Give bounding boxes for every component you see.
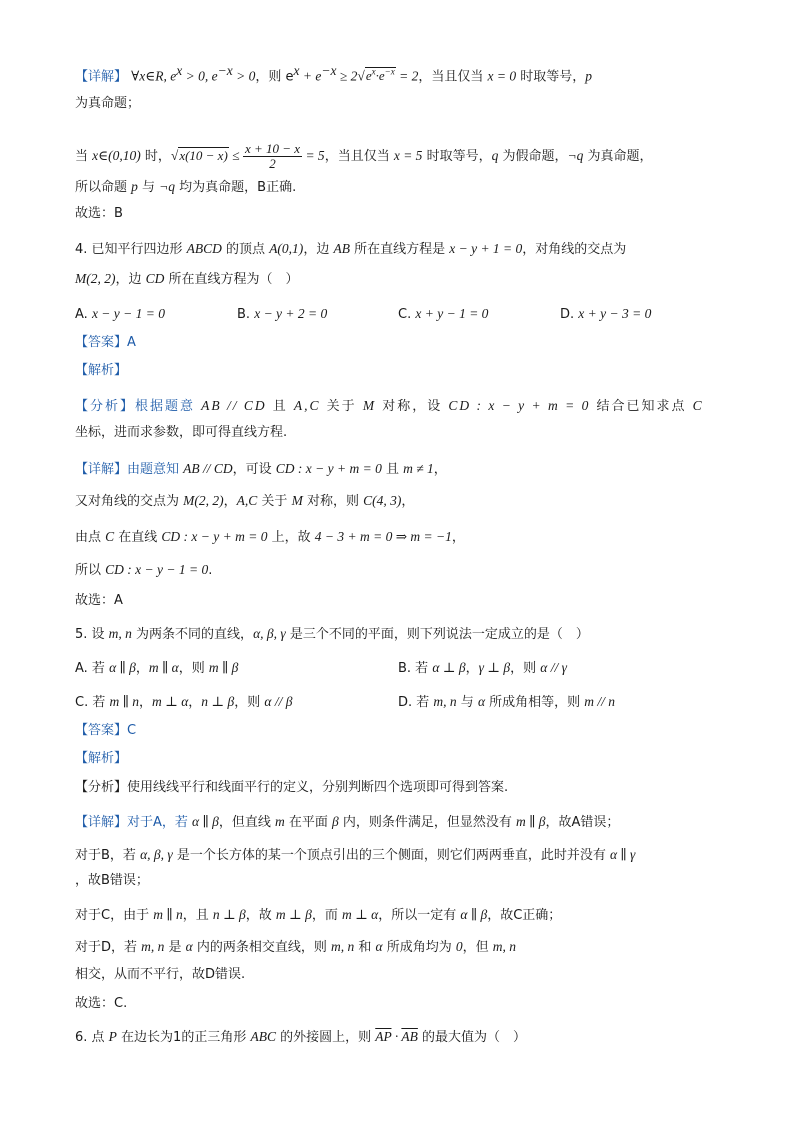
q3-final-answer: 故选：B	[75, 206, 123, 221]
q4-option-c: C. x + y − 1 = 0	[398, 306, 489, 322]
q5-analysis-tag: 【解析】	[75, 751, 128, 766]
q4-detail-line-4: 所以 CD : x − y − 1 = 0.	[75, 562, 213, 578]
q4-option-d: D. x + y − 3 = 0	[560, 306, 652, 322]
q4-detail-line-2: 又对角线的交点为 M(2, 2)，A,C 关于 M 对称，则 C(4, 3)，	[75, 493, 415, 509]
q5-detail-line-2: 对于B，若 α, β, γ 是一个长方体的某一个顶点引出的三个侧面，则它们两两垂直，此时并没有 α ∥ γ	[75, 847, 636, 863]
q5-option-a: A. 若 α ∥ β，m ∥ α，则 m ∥ β	[75, 660, 239, 676]
q4-stem-line-1: 4. 已知平行四边形 ABCD 的顶点 A(0,1)，边 AB 所在直线方程是 x − y + 1 = 0，对角线的交点为	[75, 241, 627, 257]
q4-final-answer: 故选：A	[75, 593, 123, 608]
q4-detail-line-3: 由点 C 在直线 CD : x − y + m = 0 上，故 4 − 3 + m = 0 ⇒ m = −1，	[75, 529, 465, 545]
q3-detail-line-4: 所以命题 p 与 ¬q 均为真命题，B正确.	[75, 179, 297, 195]
q5-analysis: 【分析】使用线线平行和线面平行的定义，分别判断四个选项即可得到答案.	[75, 780, 509, 795]
q4-analysis-line-1: 【分析】根据题意 AB // CD 且 A,C 关于 M 对称，设 CD : x − y + m = 0 结合已知求点 C	[75, 398, 704, 414]
fraction: $\frac{x + 10 - x}{2}$	[244, 141, 301, 171]
q3-detail-line-1: 【详解】 ∀x∈R, $e^x > 0$, $e^{-x} > 0$，则 $e^x + e^{-x} \ge 2√e^x\cdot e^{-x} = 2$，当且仅当 x = 0 时取等号，p	[75, 63, 592, 85]
q5-detail-line-4: 对于C，由于 m ∥ n，且 n ⊥ β，故 m ⊥ β，而 m ⊥ α，所以一定有 α ∥ β，故C正确；	[75, 907, 562, 923]
detail-tag: 【详解】	[75, 69, 128, 85]
q4-analysis-line-2: 坐标，进而求参数，即可得直线方程.	[75, 425, 288, 440]
q4-analysis-tag: 【解析】	[75, 363, 128, 378]
vector-ap: $\overline{AP}$	[375, 1029, 392, 1044]
q5-option-b: B. 若 α ⊥ β，γ ⊥ β，则 α // γ	[398, 660, 567, 676]
q4-answer-tag: 【答案】A	[75, 335, 136, 350]
q6-stem: 6. 点 P 在边长为1的正三角形 ABC 的外接圆上，则 $\overline{AP} \cdot \overline{AB}$ 的最大值为（ ）	[75, 1029, 527, 1045]
vector-ab: $\overline{AB}$	[401, 1029, 418, 1044]
q4-option-a: A. x − y − 1 = 0	[75, 306, 166, 322]
q5-option-d: D. 若 m, n 与 α 所成角相等，则 m // n	[398, 694, 616, 710]
sqrt-expression: x(10 − x)	[179, 148, 228, 163]
q3-detail-line-3: 当 x∈(0,10) 时，√x(10 − x) ≤ $\frac{x + 10 - x}{2}$ = 5，当且仅当 x = 5 时取等号，q 为假命题，¬q 为真命题，	[75, 141, 653, 171]
q4-detail-line-1: 【详解】由题意知 AB // CD，可设 CD : x − y + m = 0 且 m ≠ 1，	[75, 461, 447, 477]
q5-stem: 5. 设 m, n 为两条不同的直线，α, β, γ 是三个不同的平面，则下列说法一定成立的是（ ）	[75, 626, 589, 642]
q5-detail-line-6: 相交，从而不平行，故D错误.	[75, 967, 246, 982]
q5-final-answer: 故选：C.	[75, 996, 128, 1011]
q5-detail-line-5: 对于D，若 m, n 是 α 内的两条相交直线，则 m, n 和 α 所成角均为 0，但 m, n	[75, 939, 517, 955]
q5-answer-tag: 【答案】C	[75, 723, 137, 738]
q5-detail-line-1: 【详解】对于A，若 α ∥ β，但直线 m 在平面 β 内，则条件满足，但显然没有 m ∥ β，故A错误；	[75, 814, 620, 830]
q4-option-b: B. x − y + 2 = 0	[237, 306, 328, 322]
q4-stem-line-2: M(2, 2)，边 CD 所在直线方程为（ ）	[75, 271, 299, 287]
q5-detail-line-3: ，故B错误；	[75, 873, 149, 888]
q5-option-c: C. 若 m ∥ n，m ⊥ α，n ⊥ β，则 α // β	[75, 694, 293, 710]
sqrt-expression: $e^x\cdot e^{-x}$	[365, 67, 395, 84]
q3-detail-line-2: 为真命题；	[75, 96, 141, 111]
